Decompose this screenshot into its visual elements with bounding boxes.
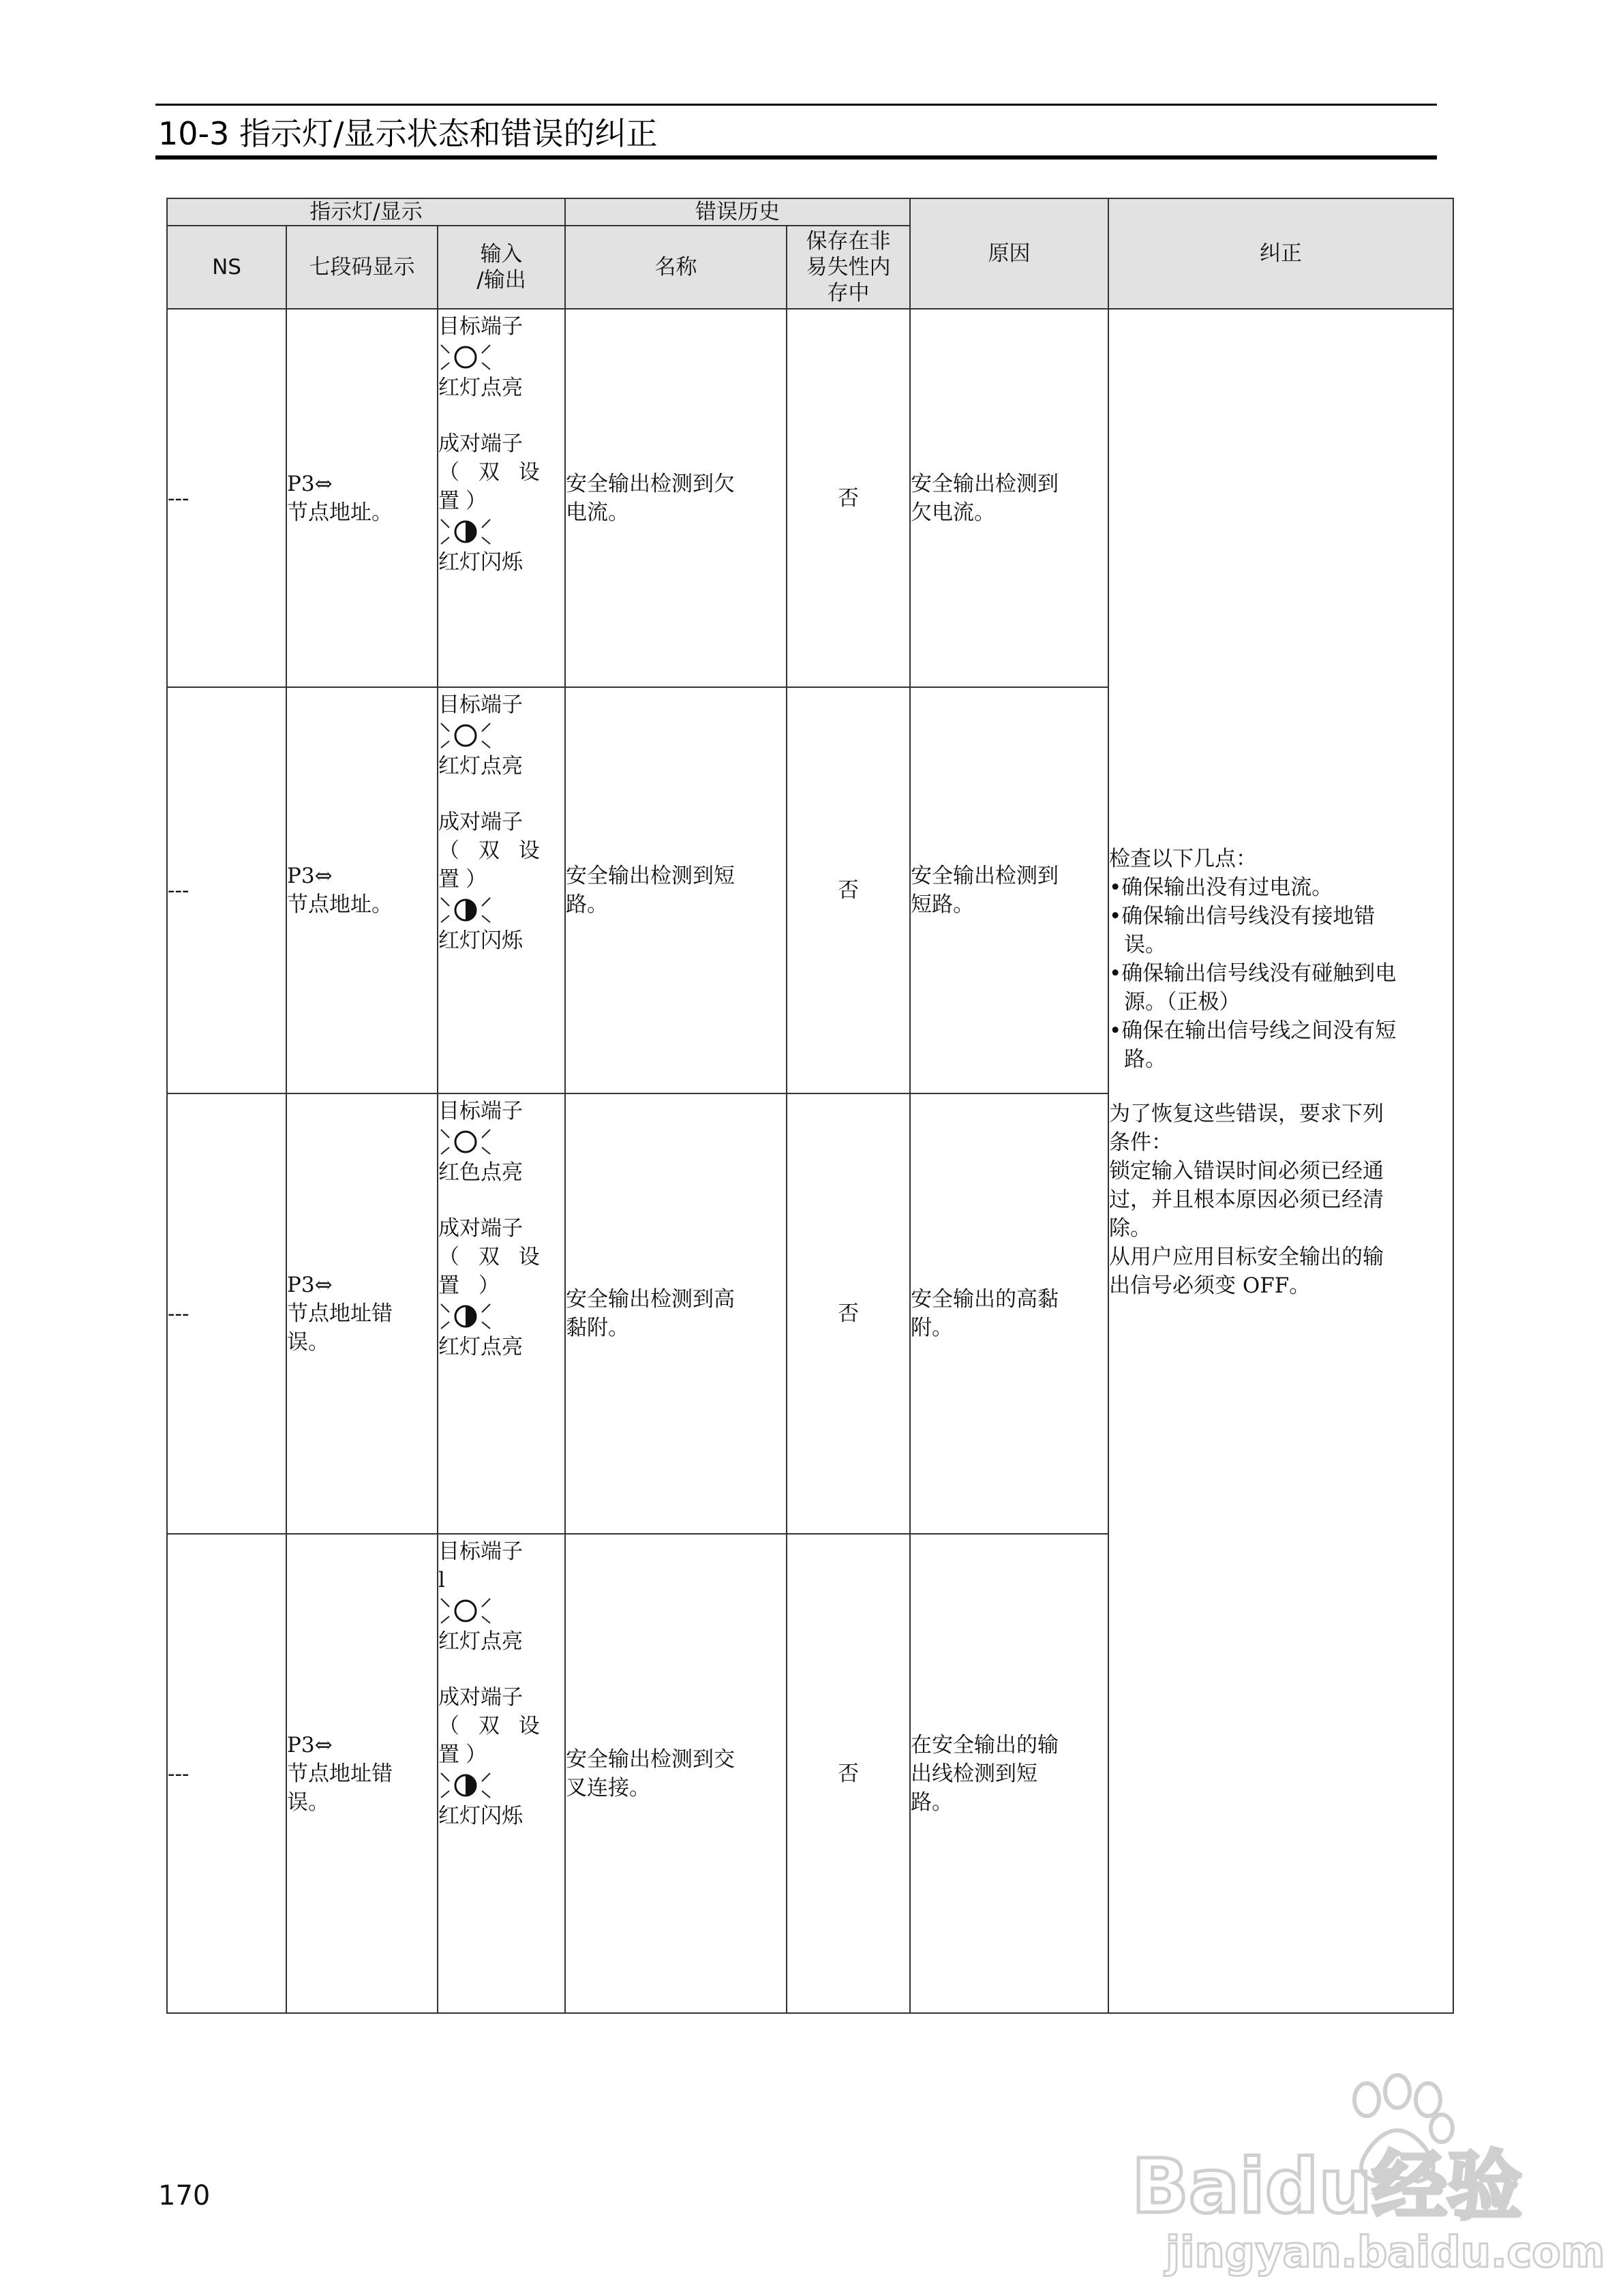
error-name-cell: 安全输出检测到欠 电流。 xyxy=(565,309,787,687)
io-pair-label: 成对端子 xyxy=(438,432,523,456)
page-number: 170 xyxy=(158,2180,211,2211)
correction-bullet: •确保输出没有过电流。 xyxy=(1109,875,1333,900)
led-flashing-icon xyxy=(438,1769,493,1802)
table-row xyxy=(167,309,1453,687)
correction-recovery-line: 锁定输入错误时间必须已经通 过，并且根本原因必须已经清 除。 xyxy=(1109,1159,1384,1241)
error-name-cell: 安全输出检测到交 叉连接。 xyxy=(565,1534,787,2013)
saved-cell: 否 xyxy=(787,1534,910,2013)
error-table xyxy=(166,198,1454,2014)
error-name-cell: 安全输出检测到短 路。 xyxy=(565,687,787,1093)
led-lit-icon xyxy=(438,719,493,752)
io-cell xyxy=(438,1093,565,1534)
io-target-label: 目标端子 l xyxy=(438,1539,523,1592)
io-cell xyxy=(438,1534,565,2013)
group-header-error-history: 错误历史 xyxy=(565,198,910,226)
led-lit-icon xyxy=(438,1595,493,1627)
led-lit-icon xyxy=(438,341,493,374)
io-pair-state: 红灯闪烁 xyxy=(438,1804,523,1828)
ns-cell: --- xyxy=(167,1534,286,2013)
group-header-indicator: 指示灯/显示 xyxy=(167,198,565,226)
io-pair-note: （ 双 设 置 ） xyxy=(438,1245,546,1298)
io-target-state: 红色点亮 xyxy=(438,1160,523,1185)
io-target-label: 目标端子 xyxy=(438,314,523,339)
saved-cell: 否 xyxy=(787,687,910,1093)
seven-seg-cell: P3⇔ 节点地址。 xyxy=(286,309,438,687)
col-header-correction: 纠正 xyxy=(1108,198,1453,309)
io-pair-note: （ 双 设 置） xyxy=(438,1714,546,1767)
correction-intro: 检查以下几点： xyxy=(1109,847,1258,871)
col-header-seven-seg: 七段码显示 xyxy=(286,226,438,309)
correction-recovery-line: 从用户应用目标安全输出的输 出信号必须变 OFF。 xyxy=(1109,1245,1384,1298)
led-flashing-icon xyxy=(438,894,493,926)
seven-seg-cell: P3⇔ 节点地址错 误。 xyxy=(286,1534,438,2013)
correction-bullet: •确保在输出信号线之间没有短 路。 xyxy=(1109,1018,1397,1072)
header-top-rule xyxy=(155,104,1437,106)
cause-cell: 在安全输出的输 出线检测到短 路。 xyxy=(910,1534,1108,2013)
io-pair-note: （ 双 设 置） xyxy=(438,839,546,892)
ns-cell: --- xyxy=(167,309,286,687)
io-pair-state: 红灯闪烁 xyxy=(438,928,523,953)
col-header-name: 名称 xyxy=(565,226,787,309)
col-header-cause: 原因 xyxy=(910,198,1108,309)
page-title: 10-3 指示灯/显示状态和错误的纠正 xyxy=(158,115,658,152)
led-flashing-icon xyxy=(438,515,493,548)
correction-recovery-line: 为了恢复这些错误，要求下列 条件： xyxy=(1109,1102,1384,1155)
io-pair-state: 红灯点亮 xyxy=(438,1335,523,1359)
table-body xyxy=(167,309,1453,2013)
io-target-state: 红灯点亮 xyxy=(438,376,523,400)
watermark-brand: Baidu经验 xyxy=(1132,2143,1522,2230)
baidu-watermark xyxy=(1125,2072,1605,2277)
io-target-state: 红灯点亮 xyxy=(438,1629,523,1654)
watermark-url: jingyan.baidu.com xyxy=(1166,2227,1605,2277)
col-header-io: 输入 /输出 xyxy=(438,226,565,309)
io-pair-label: 成对端子 xyxy=(438,1216,523,1241)
io-pair-label: 成对端子 xyxy=(438,1685,523,1710)
io-cell xyxy=(438,309,565,687)
col-header-saved: 保存在非 易失性内 存中 xyxy=(787,226,910,309)
col-header-ns: NS xyxy=(167,226,286,309)
cause-cell: 安全输出检测到 欠电流。 xyxy=(910,309,1108,687)
ns-cell: --- xyxy=(167,1093,286,1534)
correction-bullet: •确保输出信号线没有接地错 误。 xyxy=(1109,904,1376,957)
seven-seg-cell: P3⇔ 节点地址错 误。 xyxy=(286,1093,438,1534)
header-bottom-rule xyxy=(155,155,1437,160)
seven-seg-cell: P3⇔ 节点地址。 xyxy=(286,687,438,1093)
correction-bullet: •确保输出信号线没有碰触到电 源。（正极） xyxy=(1109,961,1397,1014)
io-pair-note: （ 双 设 置） xyxy=(438,460,546,513)
correction-cell xyxy=(1108,309,1453,2013)
saved-cell: 否 xyxy=(787,309,910,687)
ns-cell: --- xyxy=(167,687,286,1093)
io-pair-state: 红灯闪烁 xyxy=(438,550,523,575)
io-target-label: 目标端子 xyxy=(438,693,523,717)
saved-cell: 否 xyxy=(787,1093,910,1534)
io-cell xyxy=(438,687,565,1093)
cause-cell: 安全输出检测到 短路。 xyxy=(910,687,1108,1093)
led-flashing-icon xyxy=(438,1300,493,1333)
io-target-state: 红灯点亮 xyxy=(438,754,523,779)
error-name-cell: 安全输出检测到高 黏附。 xyxy=(565,1093,787,1534)
io-target-label: 目标端子 xyxy=(438,1099,523,1123)
cause-cell: 安全输出的高黏 附。 xyxy=(910,1093,1108,1534)
io-pair-label: 成对端子 xyxy=(438,810,523,834)
led-lit-icon xyxy=(438,1126,493,1158)
